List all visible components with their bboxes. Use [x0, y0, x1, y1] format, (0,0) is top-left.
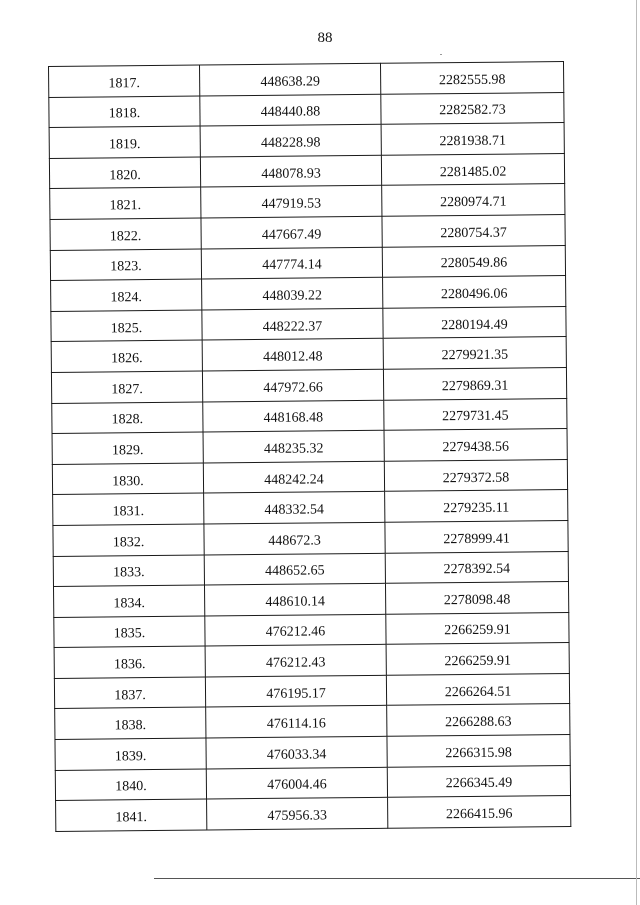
point-number-cell — [49, 96, 200, 128]
y-coordinate-cell — [387, 765, 570, 797]
table-row — [53, 490, 568, 526]
y-coordinate-cell-text: 2266264.51 — [444, 684, 512, 700]
y-coordinate-cell — [382, 184, 565, 216]
x-coordinate-cell — [202, 369, 383, 401]
y-coordinate-cell — [381, 92, 564, 124]
point-number-cell — [51, 340, 202, 372]
table-row — [51, 367, 566, 403]
x-coordinate-cell — [202, 277, 383, 309]
point-number-cell-text: 1829. — [111, 443, 144, 459]
x-coordinate-cell-text: 448012.48 — [262, 349, 323, 366]
y-coordinate-cell — [380, 62, 563, 94]
point-number-cell — [51, 310, 202, 342]
x-coordinate-cell-text: 447972.66 — [263, 380, 323, 396]
y-coordinate-cell — [384, 459, 567, 491]
table-row — [49, 62, 564, 98]
x-coordinate-cell — [203, 430, 384, 462]
x-coordinate-cell-text: 448228.98 — [260, 135, 321, 151]
y-coordinate-cell — [384, 398, 567, 430]
point-number-cell-text: 1822. — [109, 228, 142, 245]
x-coordinate-cell-text: 448168.48 — [263, 410, 324, 427]
x-coordinate-cell — [202, 339, 383, 371]
y-coordinate-cell-text: 2281485.02 — [439, 164, 507, 180]
y-coordinate-cell-text: 2279921.35 — [441, 347, 509, 364]
x-coordinate-cell-text: 476114.16 — [266, 716, 326, 733]
point-number-cell-text: 1833. — [113, 565, 145, 581]
point-number-cell — [50, 187, 201, 219]
y-coordinate-cell — [387, 704, 570, 736]
y-coordinate-cell — [388, 796, 571, 828]
x-coordinate-cell — [200, 155, 381, 187]
x-coordinate-cell-text: 448235.32 — [263, 441, 324, 457]
point-number-cell — [54, 646, 205, 678]
y-coordinate-cell — [383, 276, 566, 308]
point-number-cell-text: 1836. — [113, 657, 146, 673]
coordinates-table-container — [48, 61, 567, 832]
y-coordinate-cell-text: 2266288.63 — [445, 714, 512, 731]
x-coordinate-cell — [206, 706, 387, 738]
point-number-cell — [50, 218, 201, 250]
point-number-cell-text: 1832. — [112, 534, 145, 551]
point-number-cell-text: 1823. — [110, 259, 142, 275]
y-coordinate-cell — [385, 582, 568, 614]
x-coordinate-cell-text: 448078.93 — [261, 165, 321, 182]
y-coordinate-cell-text: 2266259.91 — [444, 623, 511, 639]
x-coordinate-cell-text: 476033.34 — [266, 747, 327, 763]
y-coordinate-cell-text: 2279869.31 — [441, 378, 509, 394]
scan-artifact-line — [154, 878, 640, 879]
x-coordinate-cell — [201, 216, 382, 248]
x-coordinate-cell-text: 476195.17 — [266, 686, 326, 702]
x-coordinate-cell — [205, 645, 386, 677]
point-number-cell-text: 1831. — [112, 504, 145, 520]
x-coordinate-cell — [206, 767, 387, 799]
table-row — [53, 520, 568, 556]
y-coordinate-cell-text: 2278098.48 — [443, 592, 511, 609]
x-coordinate-cell — [205, 675, 386, 707]
x-coordinate-cell — [204, 553, 385, 585]
y-coordinate-cell — [383, 306, 566, 338]
x-coordinate-cell — [201, 247, 382, 279]
point-number-cell — [50, 249, 201, 281]
x-coordinate-cell-text: 448440.88 — [260, 104, 321, 121]
table-row — [55, 704, 570, 740]
y-coordinate-cell-text: 2281938.71 — [439, 133, 507, 150]
table-row — [55, 765, 570, 801]
x-coordinate-cell — [200, 94, 381, 126]
x-coordinate-cell-text: 476212.46 — [265, 624, 326, 641]
x-coordinate-cell-text: 448332.54 — [264, 502, 325, 519]
point-number-cell-text: 1840. — [115, 779, 147, 795]
y-coordinate-cell — [385, 551, 568, 583]
point-number-cell-text: 1835. — [113, 626, 146, 642]
y-coordinate-cell-text: 2280496.06 — [440, 286, 508, 303]
y-coordinate-cell-text: 2266315.98 — [445, 745, 512, 762]
point-number-cell — [53, 493, 204, 525]
y-coordinate-cell-text: 2280974.71 — [440, 194, 507, 211]
point-number-cell-text: 1841. — [115, 810, 148, 826]
scan-speck — [440, 54, 442, 55]
y-coordinate-cell — [382, 215, 565, 247]
y-coordinate-cell-text: 2279235.11 — [443, 500, 510, 517]
x-coordinate-cell — [207, 798, 388, 830]
point-number-cell-text: 1818. — [108, 106, 141, 122]
x-coordinate-cell-text: 448242.24 — [264, 471, 324, 488]
x-coordinate-cell-text: 447774.14 — [262, 257, 322, 274]
table-row — [52, 398, 567, 434]
y-coordinate-cell-text: 2280549.86 — [440, 255, 508, 272]
point-number-cell — [52, 463, 203, 495]
point-number-cell — [49, 126, 200, 158]
table-row — [52, 459, 567, 495]
y-coordinate-cell-text: 2280194.49 — [441, 317, 508, 333]
y-coordinate-cell — [384, 429, 567, 461]
x-coordinate-cell-text: 447919.53 — [261, 196, 322, 213]
x-coordinate-cell-text: 448610.14 — [265, 594, 325, 610]
point-number-cell-text: 1817. — [108, 75, 140, 92]
point-number-cell — [53, 555, 204, 587]
point-number-cell — [51, 371, 202, 403]
y-coordinate-cell — [387, 735, 570, 767]
y-coordinate-cell — [385, 520, 568, 552]
x-coordinate-cell — [203, 461, 384, 493]
x-coordinate-cell-text: 448652.65 — [265, 563, 325, 580]
y-coordinate-cell-text: 2266259.91 — [444, 653, 512, 670]
point-number-cell-text: 1837. — [114, 687, 146, 704]
table-row — [54, 643, 569, 679]
y-coordinate-cell-text: 2279438.56 — [442, 439, 510, 456]
point-number-cell-text: 1826. — [110, 351, 143, 367]
x-coordinate-cell — [204, 522, 385, 554]
table-row — [53, 582, 568, 618]
point-number-cell-text: 1838. — [114, 718, 147, 734]
point-number-cell — [55, 769, 206, 801]
y-coordinate-cell-text: 2282555.98 — [438, 72, 506, 89]
table-row — [49, 153, 564, 189]
table-row — [50, 245, 565, 281]
point-number-cell-text: 1819. — [108, 137, 141, 153]
table-row — [54, 673, 569, 709]
x-coordinate-cell — [204, 492, 385, 524]
x-coordinate-cell-text: 476212.43 — [265, 655, 326, 672]
point-number-cell-text: 1830. — [112, 473, 144, 489]
x-coordinate-cell-text: 448222.37 — [262, 318, 323, 335]
y-coordinate-cell-text: 2279372.58 — [442, 470, 510, 486]
y-coordinate-cell — [383, 367, 566, 399]
point-number-cell-text: 1839. — [114, 748, 147, 765]
y-coordinate-cell-text: 2266345.49 — [445, 776, 513, 792]
table-row — [52, 429, 567, 465]
x-coordinate-cell — [202, 308, 383, 340]
point-number-cell-text: 1824. — [110, 290, 143, 306]
page-edge-line — [636, 0, 637, 905]
table-row — [55, 735, 570, 771]
y-coordinate-cell-text: 2278392.54 — [443, 561, 511, 578]
x-coordinate-cell — [199, 63, 380, 95]
y-coordinate-cell — [383, 337, 566, 369]
table-row — [51, 306, 566, 342]
y-coordinate-cell — [386, 612, 569, 644]
y-coordinate-cell-text: 2280754.37 — [440, 225, 507, 242]
y-coordinate-cell-text: 2266415.96 — [445, 806, 513, 823]
table-row — [53, 551, 568, 587]
x-coordinate-cell-text: 447667.49 — [261, 227, 322, 243]
x-coordinate-cell-text: 475956.33 — [267, 808, 328, 824]
point-number-cell-text: 1827. — [111, 381, 143, 398]
y-coordinate-cell — [382, 245, 565, 277]
y-coordinate-cell — [381, 123, 564, 155]
x-coordinate-cell — [201, 186, 382, 218]
table-row — [49, 92, 564, 128]
point-number-cell — [49, 65, 200, 97]
point-number-cell-text: 1821. — [109, 198, 142, 214]
point-number-cell — [56, 799, 207, 831]
point-number-cell-text: 1834. — [113, 595, 145, 612]
table-row — [51, 276, 566, 312]
table-row — [51, 337, 566, 373]
coordinates-table — [48, 61, 571, 832]
point-number-cell — [53, 524, 204, 556]
point-number-cell-text: 1825. — [110, 320, 143, 336]
coordinates-table-body — [49, 62, 571, 832]
page-number: 88 — [317, 30, 333, 46]
point-number-cell — [54, 677, 205, 709]
y-coordinate-cell-text: 2279731.45 — [442, 408, 509, 425]
table-row — [56, 796, 571, 832]
point-number-cell — [52, 402, 203, 434]
x-coordinate-cell — [206, 736, 387, 768]
x-coordinate-cell — [200, 124, 381, 156]
x-coordinate-cell-text: 448039.22 — [262, 288, 323, 304]
point-number-cell — [52, 432, 203, 464]
point-number-cell — [53, 585, 204, 617]
x-coordinate-cell-text: 448638.29 — [260, 74, 320, 90]
x-coordinate-cell-text: 448672.3 — [268, 533, 321, 549]
y-coordinate-cell — [386, 673, 569, 705]
table-row — [49, 123, 564, 159]
point-number-cell — [49, 157, 200, 189]
table-row — [54, 612, 569, 648]
point-number-cell — [55, 707, 206, 739]
x-coordinate-cell — [205, 614, 386, 646]
x-coordinate-cell-text: 476004.46 — [267, 777, 327, 794]
point-number-cell-text: 1828. — [111, 412, 144, 428]
x-coordinate-cell — [204, 583, 385, 615]
y-coordinate-cell — [386, 643, 569, 675]
point-number-cell-text: 1820. — [109, 167, 141, 183]
y-coordinate-cell-text: 2282582.73 — [439, 102, 506, 119]
y-coordinate-cell-text: 2278999.41 — [443, 531, 510, 547]
x-coordinate-cell — [203, 400, 384, 432]
table-row — [50, 184, 565, 220]
y-coordinate-cell — [385, 490, 568, 522]
table-row — [50, 215, 565, 251]
point-number-cell — [51, 279, 202, 311]
y-coordinate-cell — [381, 153, 564, 185]
point-number-cell — [55, 738, 206, 770]
point-number-cell — [54, 616, 205, 648]
